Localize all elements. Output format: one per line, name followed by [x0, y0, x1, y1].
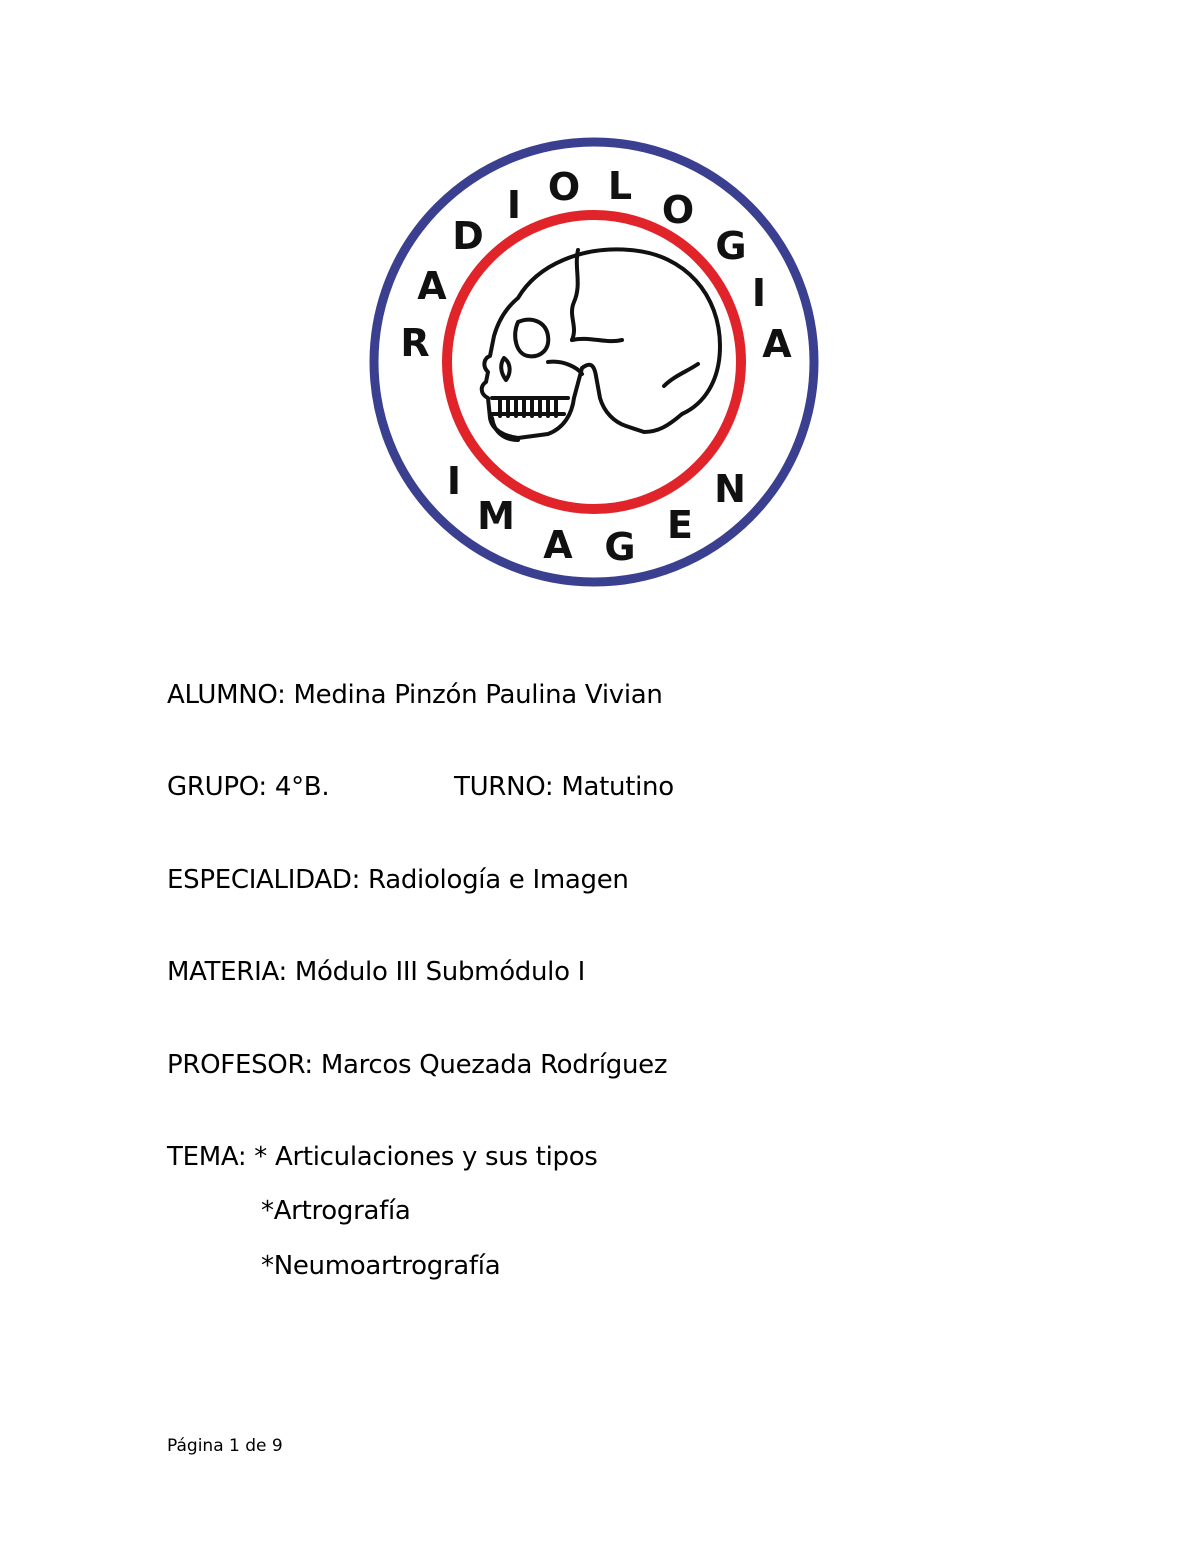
radiologia-imagen-logo [368, 136, 820, 588]
svg-text:I: I [506, 183, 522, 227]
svg-text:R: R [400, 321, 430, 365]
svg-text:G: G [604, 525, 636, 569]
svg-text:M: M [477, 494, 515, 538]
student-name-field: ALUMNO: Medina Pinzón Paulina Vivian [167, 680, 663, 710]
svg-text:E: E [667, 503, 693, 547]
specialty-field: ESPECIALIDAD: Radiología e Imagen [167, 865, 629, 895]
inner-ring [447, 215, 741, 509]
svg-text:L: L [607, 164, 633, 208]
topic-item: *Artrografía [261, 1196, 411, 1226]
teacher-field: PROFESOR: Marcos Quezada Rodríguez [167, 1050, 668, 1080]
svg-text:G: G [715, 224, 747, 268]
topic-item: *Neumoartrografía [261, 1251, 501, 1281]
svg-text:O: O [547, 165, 581, 209]
svg-text:I: I [446, 459, 462, 503]
svg-text:N: N [714, 467, 746, 511]
svg-text:D: D [452, 214, 484, 258]
svg-text:A: A [417, 264, 447, 308]
logo-seal [368, 136, 820, 588]
svg-text:A: A [543, 523, 573, 567]
topic-field: TEMA: * Articulaciones y sus tipos [167, 1142, 598, 1172]
svg-text:I: I [751, 271, 767, 315]
subject-field: MATERIA: Módulo III Submódulo I [167, 957, 586, 987]
svg-text:A: A [762, 322, 792, 366]
shift-field: TURNO: Matutino [454, 772, 674, 802]
page-number-footer: Página 1 de 9 [167, 1436, 283, 1456]
group-field: GRUPO: 4°B. [167, 772, 330, 802]
svg-text:O: O [661, 188, 695, 232]
